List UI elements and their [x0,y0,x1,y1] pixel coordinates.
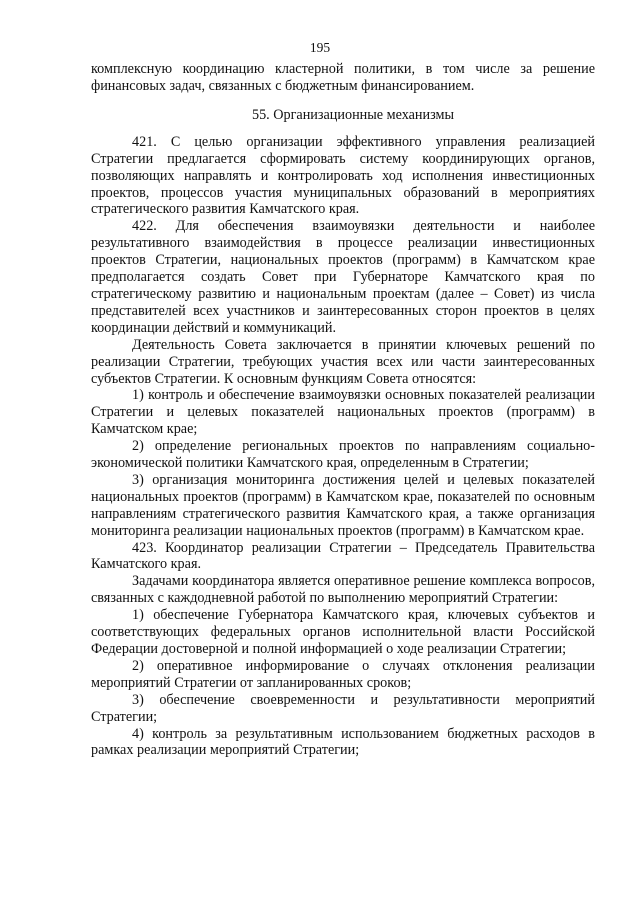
document-body [91,61,595,759]
list-item-coordinator-task-1: 1) обеспечение Губернатора Камчатского края, ключевых субъектов и соответствующих федеральных органов исполнительной власти Российской Федерации достоверной и полной информацией о ходе реализации Стратегии; [91,607,595,657]
list-item-coordinator-task-4: 4) контроль за результативным использованием бюджетных расходов в рамках реализации мероприятий Стратегии; [91,725,595,759]
paragraph-council-activity: Деятельность Совета заключается в принятии ключевых решений по реализации Стратегии, требующих участия всех или части заинтересованных субъектов Стратегии. К основным функциям Совета относятся: [91,336,595,387]
paragraph-continuation: комплексную координацию кластерной политики, в том числе за решение финансовых задач, связанных с бюджетным финансированием. [91,61,595,94]
list-item-council-function-2: 2) определение региональных проектов по направлениям социально-экономической политики Камчатского края, определенным в Стратегии; [91,438,595,472]
list-item-council-function-1: 1) контроль и обеспечение взаимоувязки основных показателей реализации Стратегии и целевых показателей национальных проектов (программ) в Камчатском крае; [91,387,595,438]
list-item-coordinator-task-2: 2) оперативное информирование о случаях отклонения реализации мероприятий Стратегии от запланированных сроков; [91,657,595,691]
list-item-coordinator-task-3: 3) обеспечение своевременности и результативности мероприятий Стратегии; [91,691,595,725]
paragraph-423: 423. Координатор реализации Стратегии – Председатель Правительства Камчатского края. [91,539,595,573]
paragraph-coordinator-tasks: Задачами координатора является оперативное решение комплекса вопросов, связанных с каждодневной работой по выполнению мероприятий Стратегии: [91,573,595,607]
page-number: 195 [309,40,331,55]
paragraph-422: 422. Для обеспечения взаимоувязки деятельности и наиболее результативного взаимодействия в процессе реализации инвестиционных проектов Стратегии, национальных проектов (программ) в Камчатском крае предполагается создать Совет при Губернаторе Камчатского края по стратегическому развитию и национальным проектам (далее – Совет) из числа представителей всех участников и заинтересованных сторон проектов в целях координации действий и коммуникаций. [91,218,595,336]
section-heading: 55. Организационные механизмы [251,106,455,123]
list-item-council-function-3: 3) организация мониторинга достижения целей и целевых показателей национальных проектов (программ) в Камчатском крае, показателей по основным направлениям стратегического развития Камчатского края, а также организация мониторинга реализации национальных проектов (программ) в Камчатском крае. [91,471,595,539]
paragraph-421: 421. С целью организации эффективного управления реализацией Стратегии предлагается сформировать систему координирующих органов, позволяющих направлять и контролировать ход исполнения инвестиционных проектов, процессов участия муниципальных образований в мероприятиях стратегического развития Камчатского края. [91,133,595,218]
